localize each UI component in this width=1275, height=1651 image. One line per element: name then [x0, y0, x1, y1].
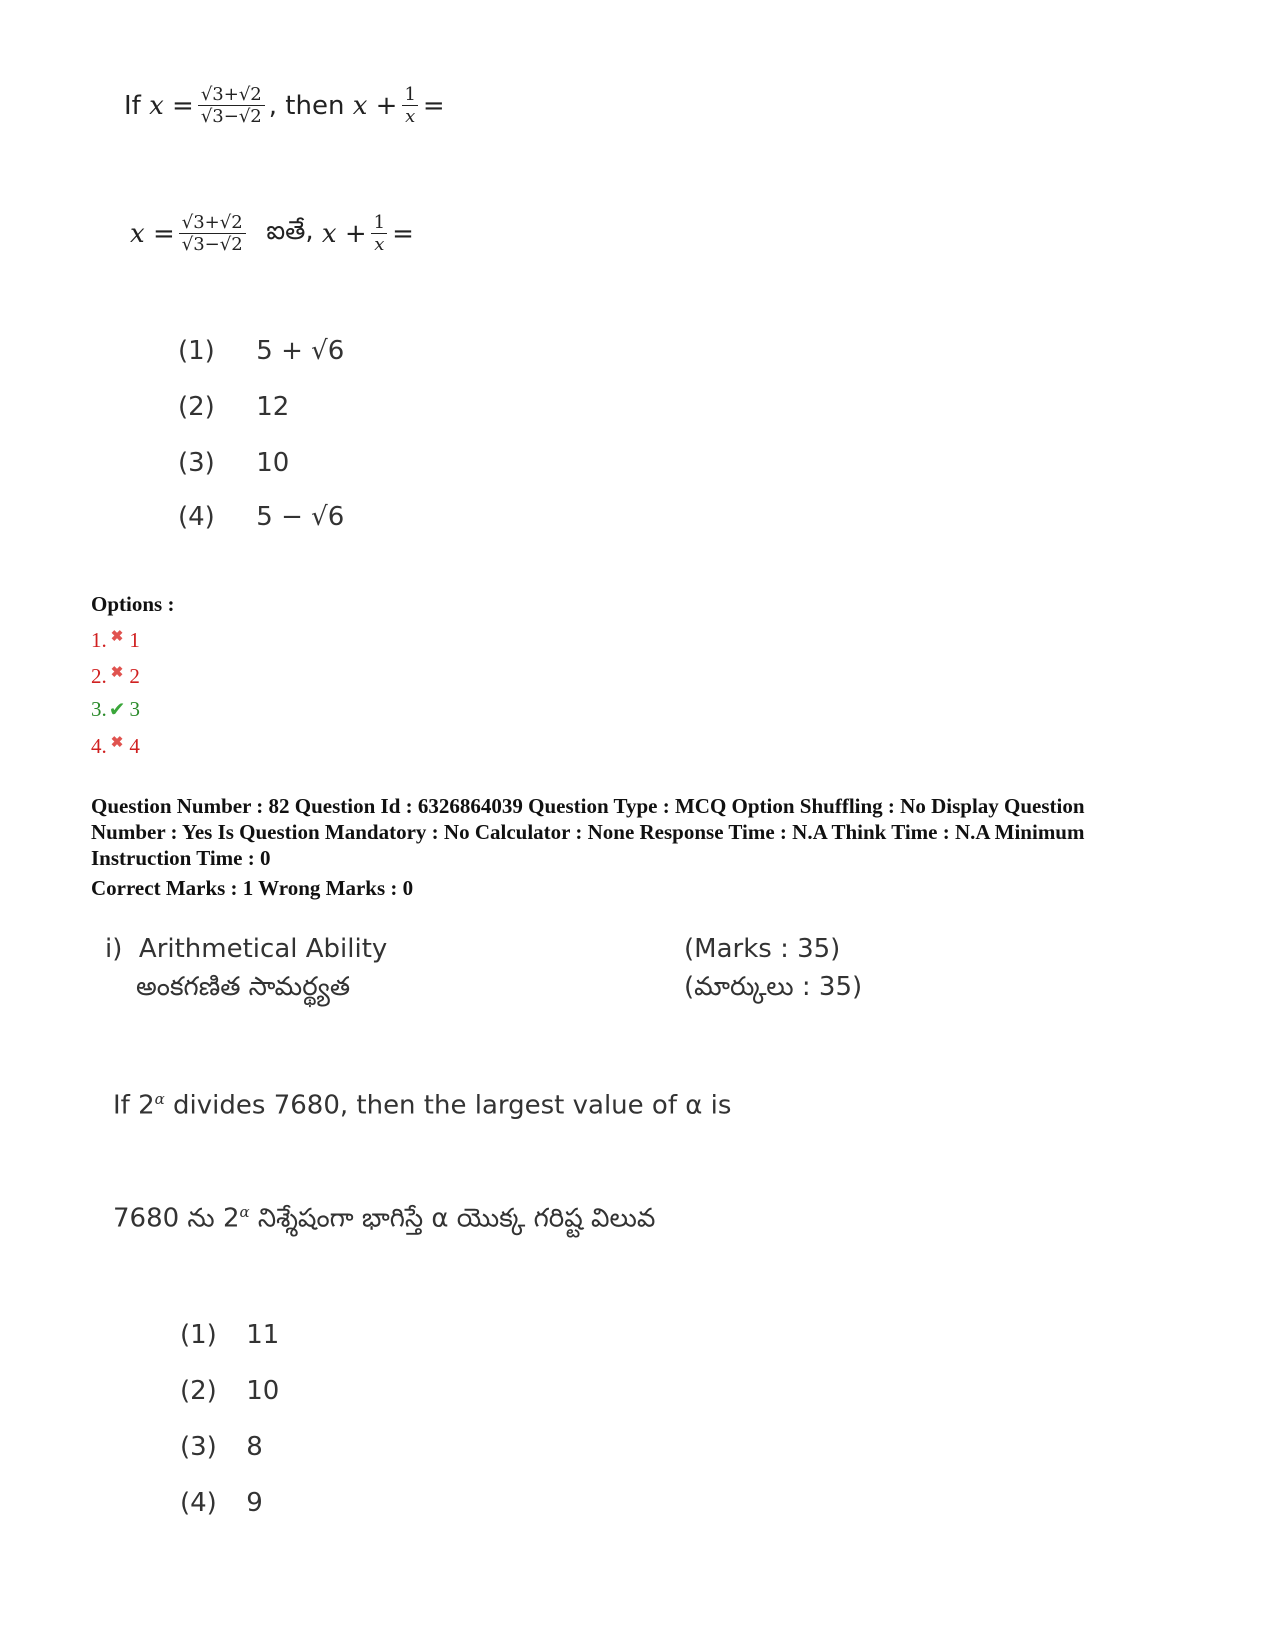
q2-te-text: 7680 ను 2 — [113, 1203, 240, 1234]
q2-english-line — [113, 1090, 731, 1121]
choice-value: 12 — [256, 392, 290, 422]
meta-line: Instruction Time : 0 — [91, 846, 271, 870]
option-prefix: 3. — [91, 697, 107, 721]
choice-value: 11 — [246, 1320, 280, 1350]
equals-sign: = — [392, 218, 414, 249]
check-icon: ✔ — [108, 699, 126, 721]
option-item — [91, 657, 174, 693]
choice-value: 10 — [246, 1376, 280, 1406]
choice-value: 10 — [256, 448, 290, 478]
q1-telugu-line — [130, 212, 414, 255]
choice-value: 5 − √6 — [256, 502, 345, 532]
cross-icon: ✖ — [110, 665, 124, 681]
q1-choices — [178, 336, 344, 558]
choice-row — [180, 1432, 279, 1488]
q1-telugu-word: ఐతే, — [266, 215, 314, 246]
choice-row — [180, 1488, 279, 1544]
marks-te: (మార్కులు : 35) — [684, 972, 863, 1002]
option-item — [91, 727, 174, 763]
section-label: i) — [105, 934, 123, 964]
fraction-denominator: x — [371, 233, 387, 255]
section-marks — [684, 930, 862, 1006]
choice-row — [178, 336, 344, 392]
options-heading: Options : — [91, 592, 175, 616]
choice-value: 9 — [246, 1488, 263, 1518]
option-prefix: 4. — [91, 734, 107, 758]
q2-choices — [180, 1320, 279, 1544]
q1-var-2: x — [352, 90, 368, 121]
option-value: 1 — [129, 628, 140, 652]
option-value: 4 — [129, 734, 140, 758]
choice-number: (1) — [180, 1320, 217, 1350]
q2-en-exponent: α — [154, 1090, 165, 1108]
fraction-numerator: √3+√2 — [181, 212, 243, 233]
choice-number: (3) — [178, 448, 215, 478]
choice-number: (2) — [178, 392, 215, 422]
q2-telugu-line — [113, 1203, 655, 1240]
section-title-te: అంకగణిత సామర్థ్యత — [136, 972, 351, 1002]
q2-te-text-rest: నిశ్శేషంగా భాగిస్తే α యొక్క గరిష్ట విలువ — [249, 1203, 656, 1234]
choice-value: 5 + √6 — [256, 336, 345, 366]
meta-line: Number : Yes Is Question Mandatory : No Calculator : None Response Time : N.A Think Time : N.A Minimum — [91, 820, 1085, 844]
q1-then: , then — [268, 90, 345, 121]
option-item — [91, 621, 174, 657]
q1-reciprocal — [401, 84, 418, 127]
q1-var: x — [149, 90, 164, 121]
plus-sign: + — [344, 218, 367, 249]
q2-en-text-rest: divides 7680, then the largest value of α is — [164, 1090, 732, 1121]
fraction-denominator: √3−√2 — [179, 233, 246, 255]
question-meta — [91, 793, 1085, 901]
q1-fraction — [198, 84, 265, 127]
q1-reciprocal — [371, 212, 388, 255]
options-block — [91, 588, 174, 763]
choice-row — [180, 1376, 279, 1432]
choice-row — [180, 1320, 279, 1376]
choice-row — [178, 448, 344, 502]
cross-icon: ✖ — [110, 735, 124, 751]
q1-var-2: x — [321, 218, 337, 249]
choice-number: (3) — [180, 1432, 217, 1462]
option-prefix: 2. — [91, 664, 107, 688]
cross-icon: ✖ — [110, 629, 124, 645]
choice-row — [178, 502, 344, 558]
option-value: 3 — [129, 697, 141, 721]
meta-line: Question Number : 82 Question Id : 6326864039 Question Type : MCQ Option Shuffling : No Display Question — [91, 794, 1085, 818]
choice-row — [178, 392, 344, 448]
option-prefix: 1. — [91, 628, 107, 652]
choice-number: (1) — [178, 336, 215, 366]
q2-en-text: If 2 — [113, 1090, 155, 1121]
choice-number: (4) — [180, 1488, 217, 1518]
fraction-numerator: √3+√2 — [200, 84, 262, 105]
equals-sign: = — [422, 90, 445, 121]
section-header — [105, 930, 387, 1006]
option-item — [91, 693, 174, 727]
choice-number: (4) — [178, 502, 215, 532]
fraction-numerator: 1 — [404, 84, 416, 105]
choice-number: (2) — [180, 1376, 217, 1406]
equals-sign: = — [152, 218, 175, 249]
q1-var: x — [130, 218, 145, 249]
fraction-numerator: 1 — [373, 212, 386, 233]
fraction-denominator: x — [402, 105, 418, 127]
equals-sign: = — [172, 90, 194, 121]
fraction-denominator: √3−√2 — [198, 105, 265, 127]
marks-en: (Marks : 35) — [684, 934, 841, 964]
option-value: 2 — [129, 664, 140, 688]
q1-intro: If — [124, 90, 141, 121]
section-title-en: Arithmetical Ability — [138, 934, 388, 964]
q1-english-line — [124, 84, 445, 127]
plus-sign: + — [375, 90, 398, 121]
q1-fraction — [179, 212, 246, 255]
marks-line: Correct Marks : 1 Wrong Marks : 0 — [91, 876, 414, 900]
choice-value: 8 — [246, 1432, 263, 1462]
q2-te-exponent: α — [239, 1203, 250, 1221]
